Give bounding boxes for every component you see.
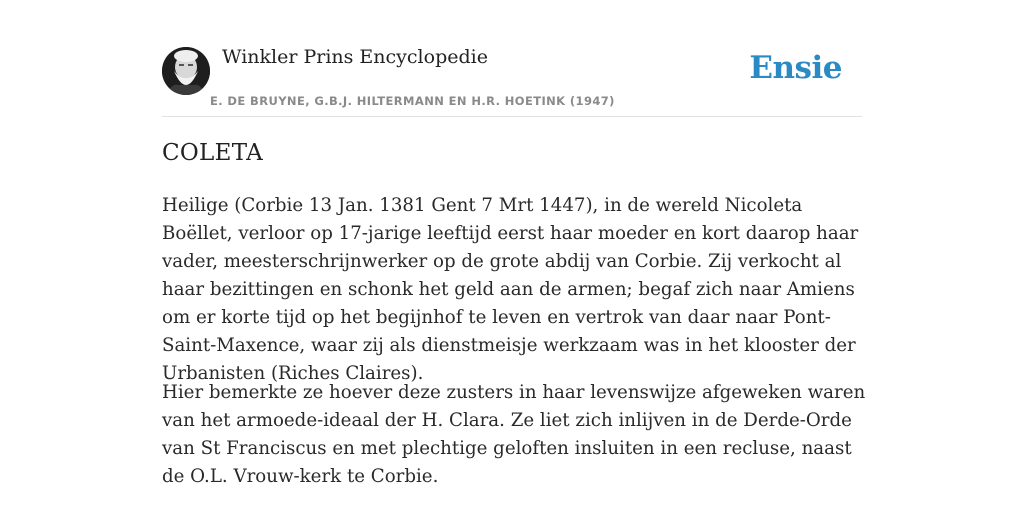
brand-logo[interactable]: Ensie <box>749 50 842 86</box>
bearded-man-portrait-icon <box>162 47 210 95</box>
article-paragraph: Heilige (Corbie 13 Jan. 1381 Gent 7 Mrt 1447), in de wereld Nicoleta Boëllet, verloor op 17-jarige leeftijd eerst haar moeder en kort daarop haar vader, meesterschrijnwerker op de grote abdij van Corbie. Zij verkocht al haar bezittingen en schonk het geld aan de armen; begaf zich naar Amiens om er korte tijd op het begijnhof te leven en vertrok van daar naar Pont-Saint-Maxence, waar zij als dienstmeisje werkzaam was in het klooster der Urbanisten (Riches Claires). <box>162 195 859 384</box>
article-paragraph: Hier bemerkte ze hoever deze zusters in haar levenswijze afgeweken waren van het armoede-ideaal der H. Clara. Ze liet zich inlijven in de Derde-Orde van St Franciscus en met plechtige geloften insluiten in een recluse, naast de O.L. Vrouw-kerk te Corbie. <box>162 382 866 487</box>
article-title: COLETA <box>162 140 264 166</box>
article-authors: E. DE BRUYNE, G.B.J. HILTERMANN EN H.R. HOETINK (1947) <box>210 94 615 108</box>
site-title[interactable]: Winkler Prins Encyclopedie <box>222 46 488 68</box>
header <box>162 44 862 117</box>
author-avatar[interactable] <box>162 47 210 95</box>
